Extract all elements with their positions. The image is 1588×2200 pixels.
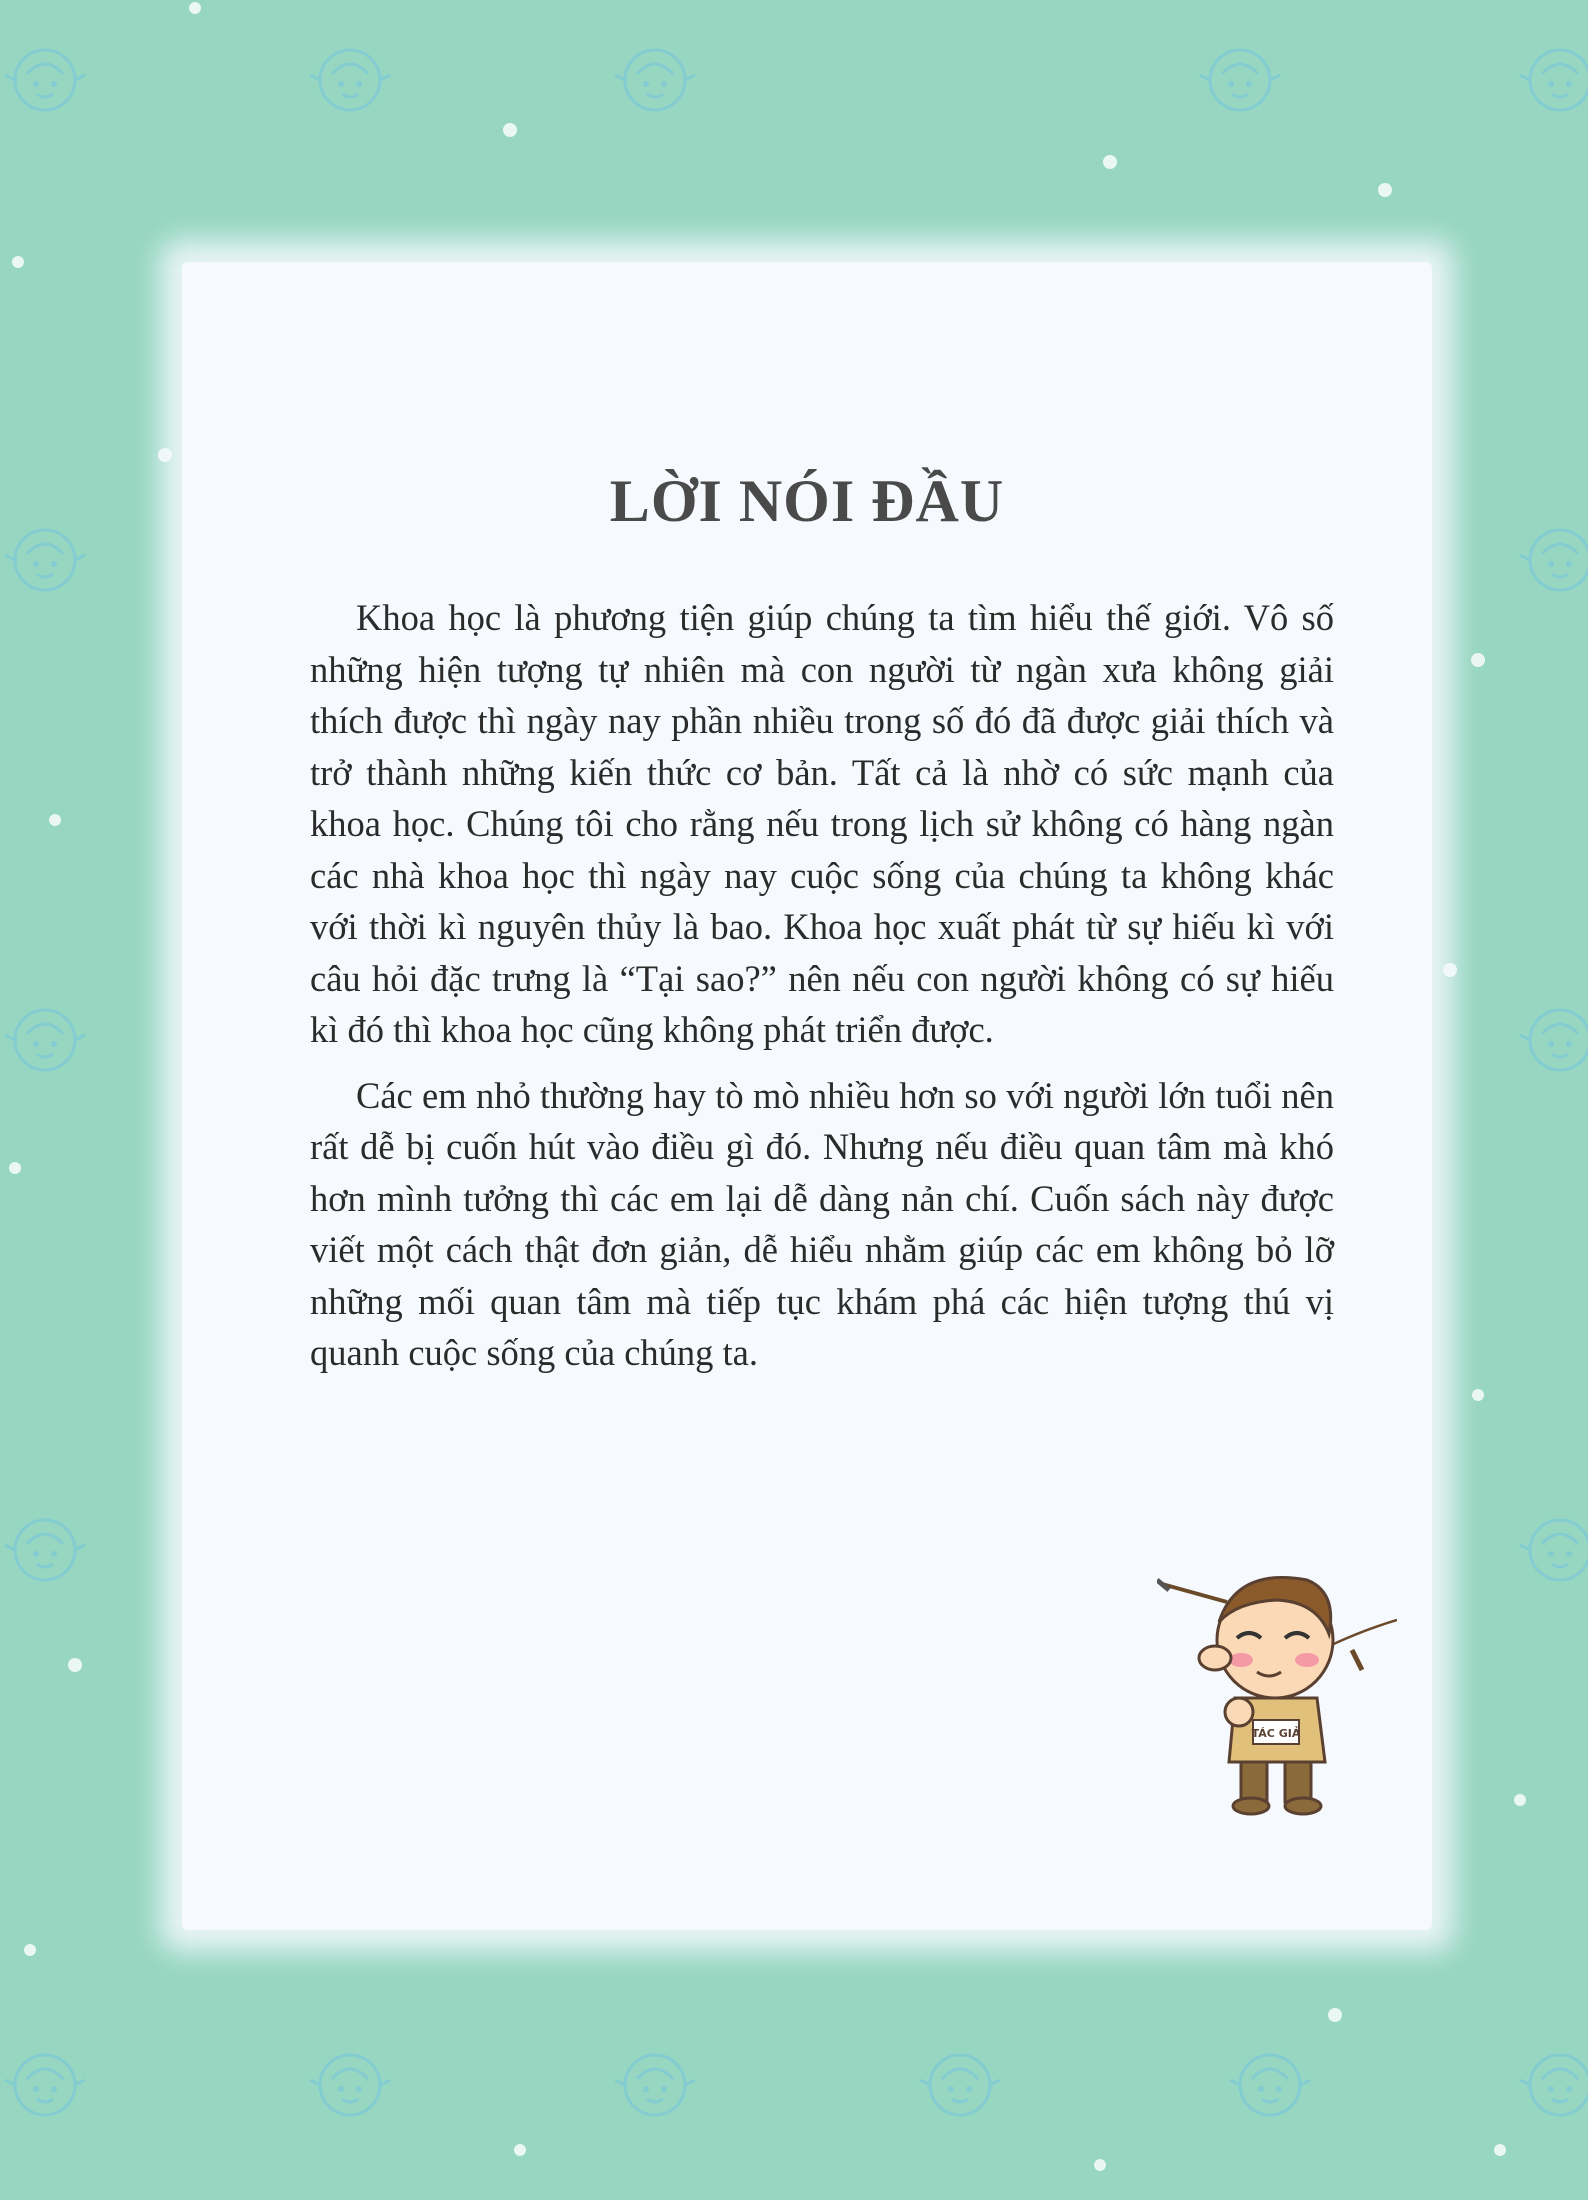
author-mascot-icon (1157, 1562, 1397, 1832)
text-panel (182, 262, 1432, 1930)
page-title: LỜI NÓI ĐẦU (609, 468, 1005, 534)
preface-body (310, 592, 1334, 1393)
mascot-badge: TÁC GIẢ (1251, 1727, 1301, 1740)
paragraph-2: Các em nhỏ thường hay tò mò nhiều hơn so với người lớn tuổi nên rất dễ bị cuốn hút vào điều gì đó. Nhưng nếu điều quan tâm mà khó hơn mình tưởng thì các em lại dễ dàng nản chí. Cuốn sách này được viết một cách thật đơn giản, dễ hiểu nhằm giúp các em không bỏ lỡ những mối quan tâm mà tiếp tục khám phá các hiện tượng thú vị quanh cuộc sống của chúng ta. (310, 1074, 1334, 1373)
paragraph-1: Khoa học là phương tiện giúp chúng ta tìm hiểu thế giới. Vô số những hiện tượng tự nhiên mà con người từ ngàn xưa không giải thích được thì ngày nay phần nhiều trong số đó đã được giải thích và trở thành những kiến thức cơ bản. Tất cả là nhờ có sức mạnh của khoa học. Chúng tôi cho rằng nếu trong lịch sử không có hàng ngàn các nhà khoa học thì ngày nay cuộc sống của chúng ta không khác với thời kì nguyên thủy là bao. Khoa học xuất phát từ sự hiếu kì với câu hỏi đặc trưng là “Tại sao?” nên nếu con người không có sự hiếu kì đó thì khoa học cũng không phát triển được. (310, 597, 1334, 1050)
